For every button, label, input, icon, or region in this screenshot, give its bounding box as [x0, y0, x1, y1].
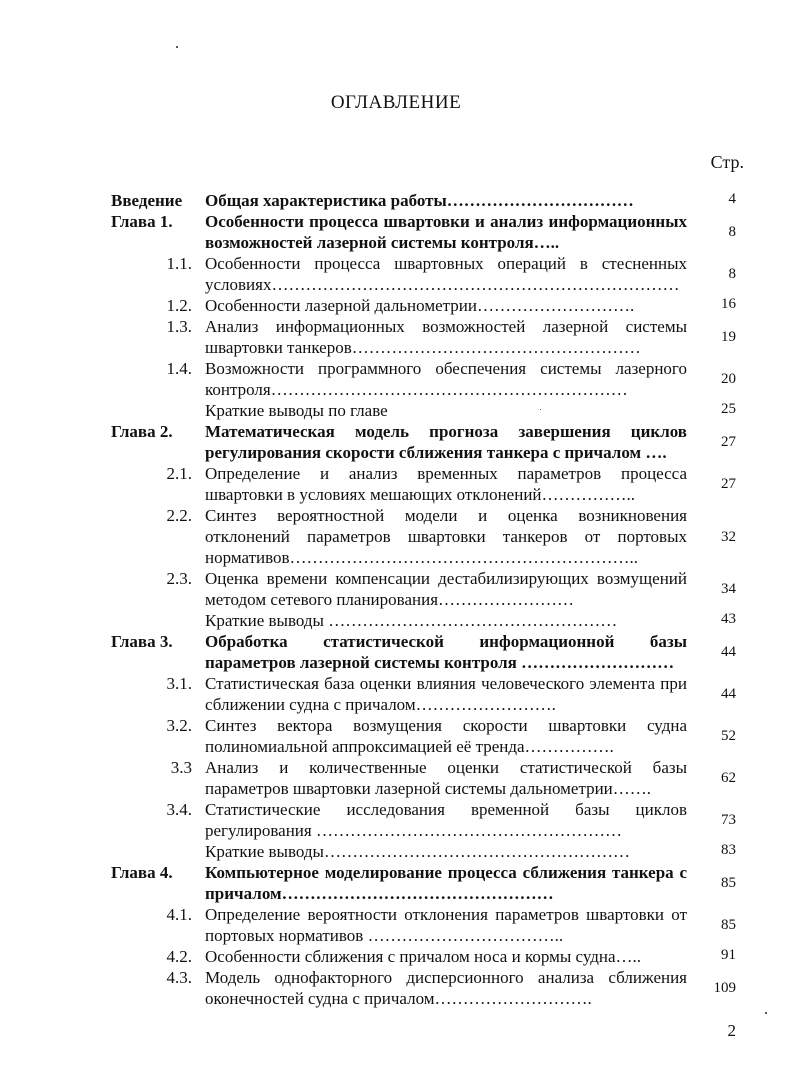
scan-speck — [176, 46, 178, 48]
toc-entry-title: Обработка статистической информационной базы параметров лазерной системы контроля ……………………… — [205, 632, 687, 672]
toc-entry-page: 85 — [721, 875, 736, 891]
toc-entry — [0, 904, 792, 946]
toc-entry-title: Синтез вектора возмущения скорости швартовки судна полиномиальной аппроксимацией её тренда……………. — [205, 716, 687, 756]
toc-entry — [0, 862, 792, 904]
toc-entry-label: 3.1. — [166, 674, 192, 693]
toc-entry-label: Глава 1. — [111, 212, 173, 231]
toc-entry-page: 44 — [721, 686, 736, 702]
toc-entry-page: 44 — [721, 644, 736, 660]
scan-speck — [765, 1012, 767, 1014]
toc-entry — [0, 316, 792, 358]
toc-entry-title: Особенности сближения с причалом носа и кормы судна….. — [205, 947, 642, 966]
toc-entry-page: 34 — [721, 581, 736, 597]
toc-entry-title: Синтез вероятностной модели и оценка возникновения отклонений параметров швартовки танкеров от портовых нормативов…………………………………………………….. — [205, 506, 687, 567]
toc-entry-title: Особенности лазерной дальнометрии………………………. — [205, 296, 635, 315]
toc-entry — [0, 211, 792, 253]
toc-entry — [0, 841, 792, 862]
toc-entry-page: 73 — [721, 812, 736, 828]
toc-entry-page: 32 — [721, 528, 736, 545]
toc-entry-label: Глава 2. — [111, 422, 173, 441]
toc-entry-label: 3.2. — [166, 716, 192, 735]
toc-entry — [0, 946, 792, 967]
toc-entry-title: Анализ информационных возможностей лазерной системы швартовки танкеров…………………………………………… — [205, 317, 687, 357]
toc-entry-page: 8 — [728, 266, 736, 282]
toc-entry — [0, 631, 792, 673]
page-title: ОГЛАВЛЕНИЕ — [330, 92, 462, 113]
toc-entry-page: 27 — [721, 434, 736, 450]
toc-entry-title: Определение вероятности отклонения параметров швартовки от портовых нормативов …………………………….. — [205, 905, 687, 945]
toc-entry-label: 2.2. — [166, 506, 192, 525]
toc-entry-label: 1.1. — [166, 254, 192, 273]
toc-entry-title: Статистические исследования временной базы циклов регулирования ……………………………………………… — [205, 800, 687, 840]
toc-entry-title: Краткие выводы по главе — [205, 401, 388, 420]
toc-entry-title: Краткие выводы …………………………………………… — [205, 611, 618, 630]
toc-entry-page: 91 — [721, 947, 736, 963]
toc-entry-page: 85 — [721, 917, 736, 933]
toc-entry-title: Математическая модель прогноза завершения циклов регулирования скорости сближения танкера с причалом …. — [205, 422, 687, 462]
toc-entry — [0, 715, 792, 757]
toc-entry — [0, 400, 792, 421]
toc-entry-label: 1.2. — [166, 296, 192, 315]
toc-entry-title: Возможности программного обеспечения системы лазерного контроля……………………………………………………… — [205, 359, 687, 399]
toc-entry-page: 52 — [721, 728, 736, 744]
toc-entry — [0, 967, 792, 1009]
toc-entry-page: 43 — [721, 611, 736, 627]
toc-entry-title: Краткие выводы……………………………………………… — [205, 842, 630, 861]
toc-entry-label: 3.3 — [170, 758, 192, 777]
scan-speck — [540, 409, 541, 410]
toc-entry-label: 1.4. — [166, 359, 192, 378]
toc-entry-title: Особенности процесса швартовки и анализ информационных возможностей лазерной системы контроля….. — [205, 212, 687, 252]
toc-entry-title: Статистическая база оценки влияния человеческого элемента при сближении судна с причалом……………………. — [205, 674, 687, 714]
toc-entry-label: 4.1. — [166, 905, 192, 924]
toc-entry-page: 62 — [721, 770, 736, 786]
page-column-label: Стр. — [710, 152, 744, 172]
toc-entry-label: 2.3. — [166, 569, 192, 588]
toc-entry-title: Анализ и количественные оценки статистической базы параметров швартовки лазерной системы дальнометрии……. — [205, 758, 687, 798]
toc-entry-title: Компьютерное моделирование процесса сближения танкера с причалом………………………………………… — [205, 863, 687, 903]
toc-entry — [0, 253, 792, 295]
toc-entry-title: Определение и анализ временных параметров процесса швартовки в условиях мешающих отклонений…………….. — [205, 464, 687, 504]
toc-entry-page: 20 — [721, 371, 736, 387]
toc-entry — [0, 610, 792, 631]
page-number: 2 — [727, 1021, 736, 1040]
toc-entry-title: Модель однофакторного дисперсионного анализа сближения оконечностей судна с причалом………………………. — [205, 968, 687, 1008]
toc-entry-page: 16 — [721, 296, 736, 312]
toc-entry-title: Особенности процесса швартовных операций в стесненных условиях……………………………………………………………… — [205, 254, 687, 294]
toc-entry-label: Глава 4. — [111, 863, 173, 882]
toc-entry-page: 109 — [713, 980, 736, 996]
toc-entry-title: Оценка времени компенсации дестабилизирующих возмущений методом сетевого планирования…………………… — [205, 569, 687, 609]
toc-entry — [0, 421, 792, 463]
toc-entry-title: Общая характеристика работы…………………………… — [205, 191, 634, 210]
toc-entry — [0, 757, 792, 799]
toc-entry-label: 4.3. — [166, 968, 192, 987]
toc-entry-label: 1.3. — [166, 317, 192, 336]
toc-entry-page: 8 — [728, 224, 736, 240]
toc-entry — [0, 358, 792, 400]
toc-entry — [0, 505, 792, 568]
toc-entry-label: Введение — [111, 191, 183, 210]
toc-entry-label: 3.4. — [166, 800, 192, 819]
toc-entry-page: 83 — [721, 842, 736, 858]
toc-entry-page: 27 — [721, 476, 736, 492]
toc-entry-label: 4.2. — [166, 947, 192, 966]
toc-entry — [0, 673, 792, 715]
toc-entry — [0, 463, 792, 505]
toc-entry-page: 19 — [721, 329, 736, 345]
toc-entry — [0, 190, 792, 211]
toc-entry-page: 4 — [728, 191, 736, 207]
toc-entry — [0, 568, 792, 610]
toc-entry — [0, 799, 792, 841]
toc-entry — [0, 295, 792, 316]
toc-entry-page: 25 — [721, 401, 736, 417]
toc-entry-label: Глава 3. — [111, 632, 173, 651]
toc-entry-label: 2.1. — [166, 464, 192, 483]
